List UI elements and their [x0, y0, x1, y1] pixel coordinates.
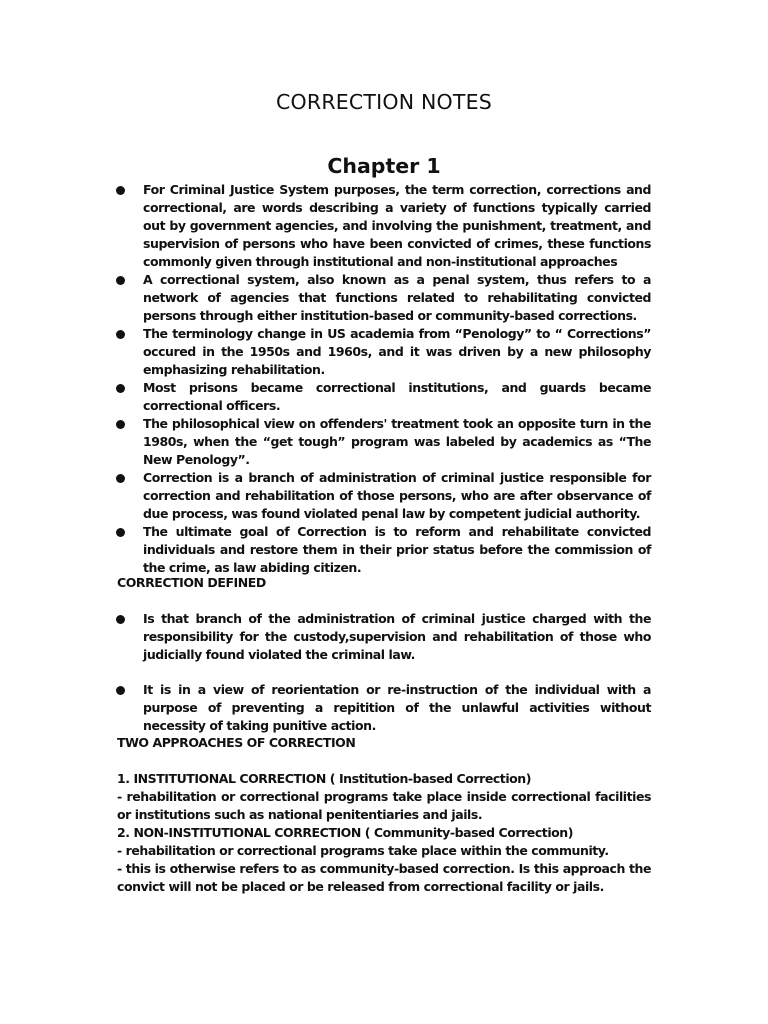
list-item-text: The philosophical view on offenders' treatment took an opposite turn in the 1980s, when the “get tough” program was labeled by academics as “The New Penology”.	[143, 416, 651, 467]
list-item-text: The ultimate goal of Correction is to reform and rehabilitate convicted individuals and restore them in their prior status before the commission of the crime, as law abiding citizen.	[143, 524, 651, 575]
definition-text: It is in a view of reorientation or re-instruction of the individual with a purpose of preventing a repitition of the unlawful activities without necessity of taking punitive action.	[143, 682, 651, 733]
institutional-text: - rehabilitation or correctional programs take place inside correctional facilities or institutions such as national penitentiaries and jails.	[117, 789, 651, 822]
institutional-section	[117, 770, 651, 896]
definition-text: Is that branch of the administration of criminal justice charged with the responsibility for the custody,supervision and rehabilitation of those who judicially found violated the criminal law.	[143, 611, 651, 662]
non-institutional-text-2: - this is otherwise refers to as community-based correction. Is this approach the convict will not be placed or be released from correctional facility or jails.	[117, 861, 651, 894]
bullet-icon	[116, 528, 125, 537]
non-institutional-text-1: - rehabilitation or correctional programs take place within the community.	[117, 843, 609, 858]
bullet-icon	[116, 186, 125, 195]
bullet-icon	[116, 686, 125, 695]
chapter-bullet-list	[0, 181, 768, 577]
definition-item	[0, 610, 768, 664]
institutional-heading: 1. INSTITUTIONAL CORRECTION ( Institution-based Correction)	[117, 771, 532, 786]
list-item-text: For Criminal Justice System purposes, the term correction, corrections and correctional, are words describing a variety of functions typically carried out by government agencies, and involving the punishment, treatment, and supervision of persons who have been convicted of crimes, these functions commonly given through institutional and non-institutional approaches	[143, 182, 651, 269]
list-item	[0, 325, 768, 379]
bullet-icon	[116, 330, 125, 339]
definition-item	[0, 681, 768, 735]
approaches-heading: TWO APPROACHES OF CORRECTION	[117, 735, 356, 750]
bullet-icon	[116, 276, 125, 285]
list-item-text: A correctional system, also known as a penal system, thus refers to a network of agencies that functions related to rehabilitating convicted persons through either institution-based or community-based corrections.	[143, 272, 651, 323]
non-institutional-heading: 2. NON-INSTITUTIONAL CORRECTION ( Community-based Correction)	[117, 825, 573, 840]
list-item	[0, 415, 768, 469]
bullet-icon	[116, 474, 125, 483]
list-item	[0, 379, 768, 415]
list-item-text: Most prisons became correctional institutions, and guards became correctional officers.	[143, 380, 651, 413]
list-item	[0, 523, 768, 577]
list-item-text: Correction is a branch of administration of criminal justice responsible for correction and rehabilitation of those persons, who are after observance of due process, was found violated penal law by competent judicial authority.	[143, 470, 651, 521]
bullet-icon	[116, 384, 125, 393]
list-item	[0, 271, 768, 325]
list-item	[0, 469, 768, 523]
correction-defined-heading: CORRECTION DEFINED	[117, 575, 266, 590]
list-item	[0, 181, 768, 271]
bullet-icon	[116, 420, 125, 429]
chapter-heading: Chapter 1	[327, 154, 441, 178]
document-title: CORRECTION NOTES	[276, 90, 492, 114]
bullet-icon	[116, 615, 125, 624]
list-item-text: The terminology change in US academia from “Penology” to “ Corrections” occured in the 1950s and 1960s, and it was driven by a new philosophy emphasizing rehabilitation.	[143, 326, 651, 377]
